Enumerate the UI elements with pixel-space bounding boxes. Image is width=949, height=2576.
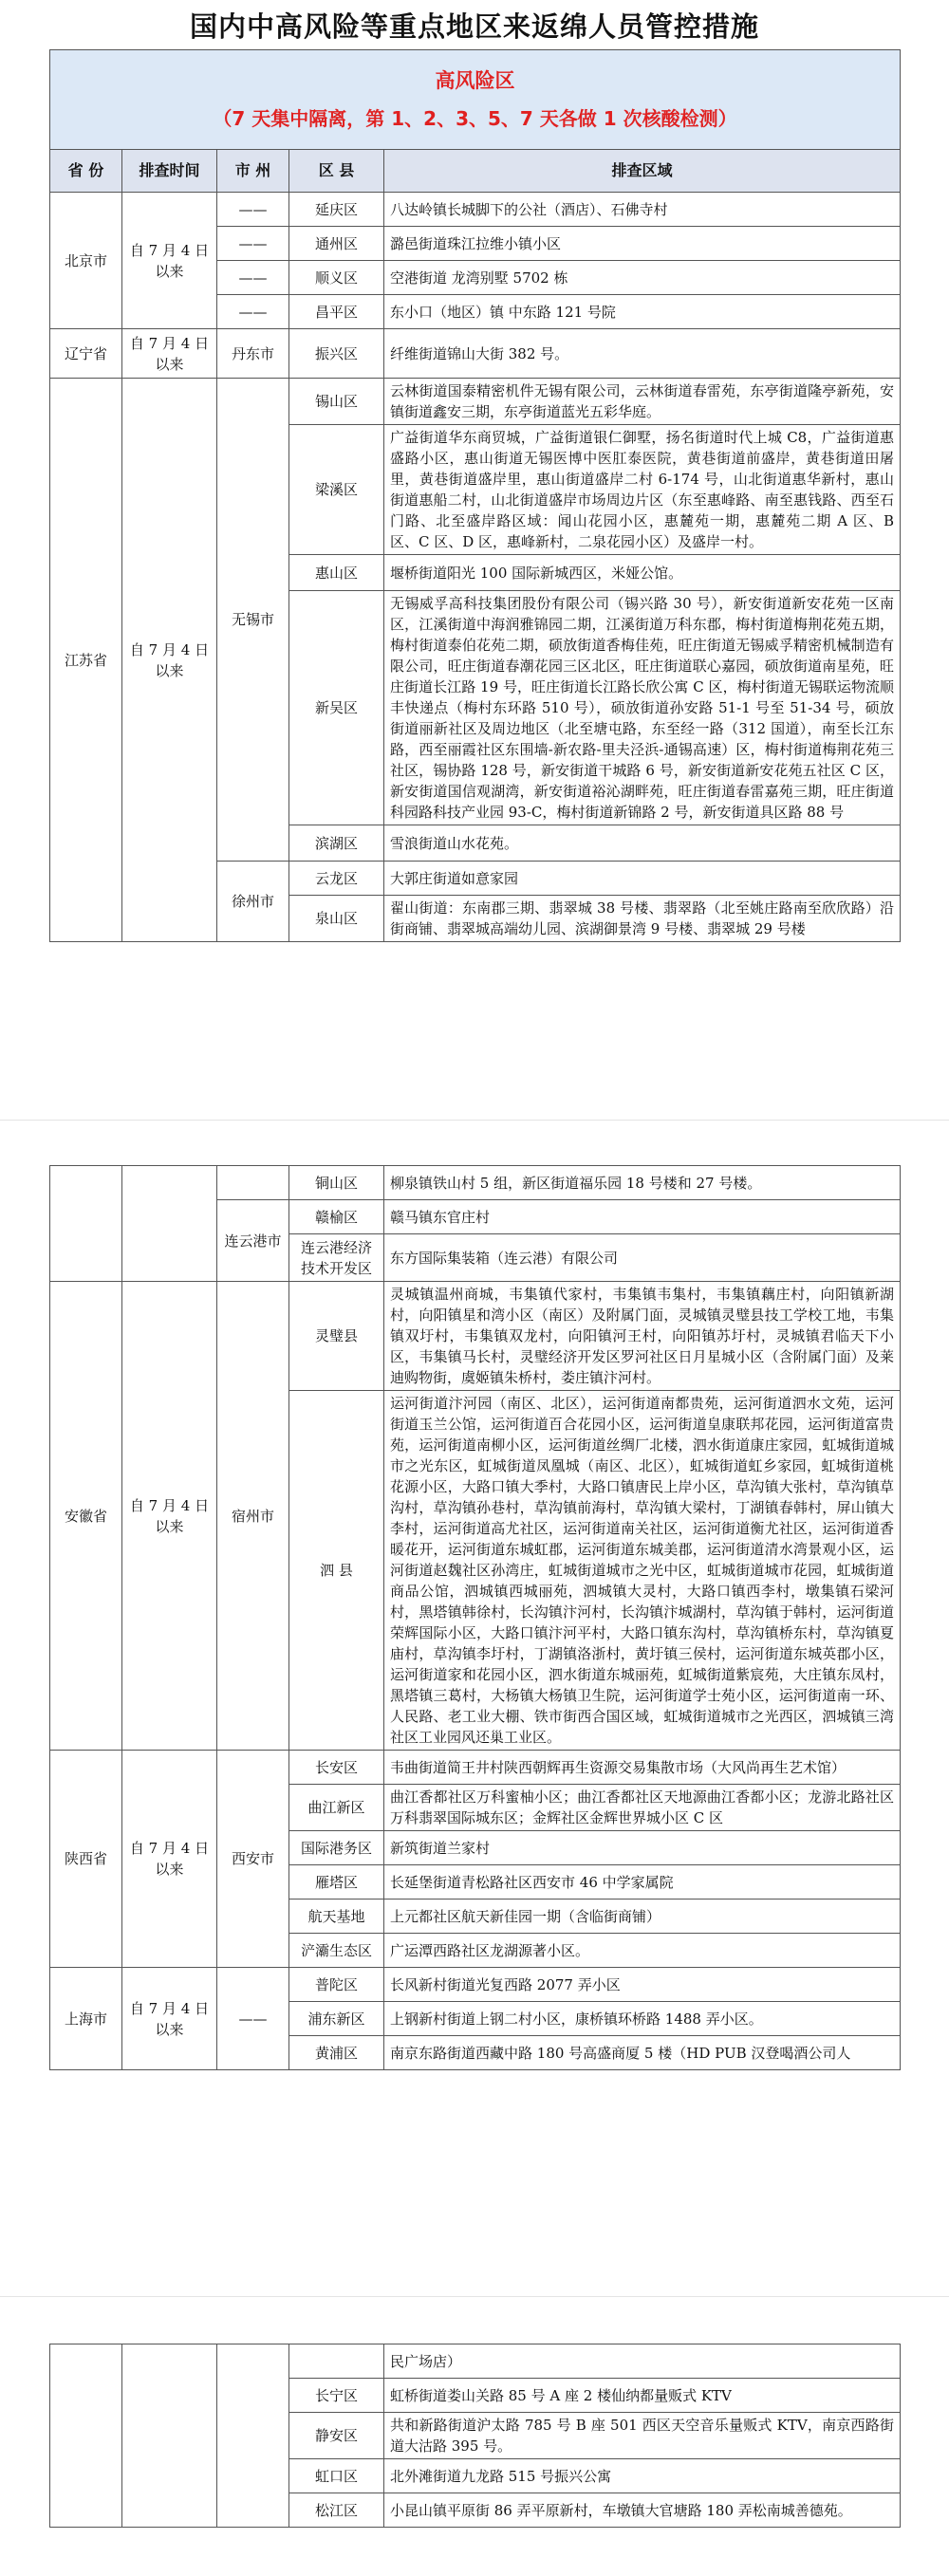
district-cell: 普陀区 [289, 1968, 384, 2002]
area-cell: 赣马镇东官庄村 [384, 1200, 901, 1234]
province-cell: 北京市 [50, 193, 122, 329]
district-cell: 延庆区 [289, 193, 384, 227]
header-time: 排查时间 [122, 150, 217, 193]
province-cell: 辽宁省 [50, 329, 122, 379]
district-cell: 铜山区 [289, 1166, 384, 1200]
district-cell: 顺义区 [289, 261, 384, 295]
district-cell: 滨湖区 [289, 825, 384, 862]
district-cell: 航天基地 [289, 1900, 384, 1934]
header-city: 市 州 [217, 150, 289, 193]
city-cell: —— [217, 227, 289, 261]
area-cell: 雪浪街道山水花苑。 [384, 825, 901, 862]
time-cell [122, 1166, 217, 1282]
area-cell: 空港街道 龙湾别墅 5702 栋 [384, 261, 901, 295]
time-cell: 自 7 月 4 日以来 [122, 329, 217, 379]
city-cell: —— [217, 295, 289, 329]
city-cell: —— [217, 1968, 289, 2070]
district-cell: 雁塔区 [289, 1865, 384, 1900]
table-row [50, 1751, 901, 1785]
area-cell: 新筑街道兰家村 [384, 1831, 901, 1865]
header-district: 区 县 [289, 150, 384, 193]
city-cell [217, 1166, 289, 1200]
province-cell [50, 2344, 122, 2528]
district-cell: 新吴区 [289, 591, 384, 825]
area-cell: 上钢新村街道上钢二村小区，康桥镇环桥路 1488 弄小区。 [384, 2002, 901, 2036]
district-cell: 长安区 [289, 1751, 384, 1785]
city-cell: 连云港市 [217, 1200, 289, 1282]
district-cell: 昌平区 [289, 295, 384, 329]
district-cell: 曲江新区 [289, 1785, 384, 1831]
district-cell: 长宁区 [289, 2379, 384, 2413]
time-cell: 自 7 月 4 日以来 [122, 193, 217, 329]
table-row [50, 2344, 901, 2379]
area-cell: 东小口（地区）镇 中东路 121 号院 [384, 295, 901, 329]
district-cell: 松江区 [289, 2493, 384, 2528]
area-cell: 东方国际集装箱（连云港）有限公司 [384, 1234, 901, 1282]
area-cell: 大郭庄街道如意家园 [384, 862, 901, 896]
city-cell: 徐州市 [217, 862, 289, 942]
area-cell: 柳泉镇铁山村 5 组，新区街道福乐园 18 号楼和 27 号楼。 [384, 1166, 901, 1200]
page-divider [0, 2296, 949, 2297]
city-cell: —— [217, 261, 289, 295]
area-cell: 翟山街道：东南郡三期、翡翠城 38 号楼、翡翠路（北至姚庄路南至欣欣路）沿街商铺、翡翠城高端幼儿园、滨湖御景湾 9 号楼、翡翠城 29 号楼 [384, 896, 901, 942]
area-cell: 纤维街道锦山大街 382 号。 [384, 329, 901, 379]
district-cell: 泗 县 [289, 1391, 384, 1751]
area-cell: 北外滩街道九龙路 515 号振兴公寓 [384, 2459, 901, 2493]
area-cell: 广运潭西路社区龙湖源著小区。 [384, 1934, 901, 1968]
district-cell: 国际港务区 [289, 1831, 384, 1865]
area-cell: 上元都社区航天新佳园一期（含临街商铺） [384, 1900, 901, 1934]
area-cell: 曲江香都社区万科蜜柚小区；曲江香都社区天地源曲江香都小区；龙游北路社区万科翡翠国际城东区；金辉社区金辉世界城小区 C 区 [384, 1785, 901, 1831]
city-cell: —— [217, 193, 289, 227]
province-cell: 安徽省 [50, 1282, 122, 1751]
quarantine-rule: （7 天集中隔离，第 1、2、3、5、7 天各做 1 次核酸检测） [213, 107, 737, 130]
district-cell: 惠山区 [289, 555, 384, 591]
district-cell: 赣榆区 [289, 1200, 384, 1234]
district-cell: 锡山区 [289, 379, 384, 425]
header-area: 排查区域 [384, 150, 901, 193]
page-divider [0, 1120, 949, 1121]
table-row [50, 193, 901, 227]
area-cell: 无锡威孚高科技集团股份有限公司（锡兴路 30 号），新安街道新安花苑一区南区，江溪街道中海润雅锦园二期，江溪街道万科东郡，梅村街道梅荆花苑五期，梅村街道泰伯花苑二期，硕放街道香梅佳苑，旺庄街道无锡威孚精密机械制造有限公司，旺庄街道春潮花园三区北区，旺庄街道联心嘉园，硕放街道南星苑，旺庄街道长江路 19 号，旺庄街道长江路长欣公寓 C 区，梅村街道无锡联运物流顺丰快递点（梅村东环路 510 号），硕放街道孙安路 51-1 号至 51-34 号，硕放街道丽新社区及周边地区（北至塘屯路，东至经一路（312 国道），南至长江东路，西至丽霞社区东围墙-新农路-里夫泾浜-通锡高速）区，梅村街道梅荆花苑三社区，锡协路 128 号，新安街道干城路 6 号，新安街道新安花苑五社区 C 区，新安街道国信观湖湾，新安街道裕沁湖畔苑，旺庄街道春雷嘉苑三期，旺庄街道科园路科技产业园 93-C，梅村街道新锦路 2 号，新安街道具区路 88 号 [384, 591, 901, 825]
city-cell [217, 2344, 289, 2528]
table-row [50, 1166, 901, 1200]
district-cell: 灵璧县 [289, 1282, 384, 1391]
table-row [50, 1968, 901, 2002]
district-cell: 泉山区 [289, 896, 384, 942]
time-cell: 自 7 月 4 日以来 [122, 379, 217, 942]
area-cell: 广益街道华东商贸城，广益街道银仁御墅，扬名街道时代上城 C8，广益街道惠盛路小区，惠山街道无锡医博中医肛泰医院，黄巷街道前盛岸，黄巷街道田屠里，黄巷街道盛岸里，惠山街道盛岸二村 6-174 号，山北街道惠华新村，惠山街道惠船二村，山北街道盛岸市场周边片区（东至惠峰路、南至惠钱路、西至石门路、北至盛岸路区域：闻山花园小区，惠麓苑一期，惠麓苑二期 A 区、B 区、C 区、D 区，惠峰新村，二泉花园小区）及盛岸一村。 [384, 425, 901, 555]
table-row [50, 379, 901, 425]
time-cell: 自 7 月 4 日以来 [122, 1282, 217, 1751]
area-cell: 虹桥街道娄山关路 85 号 A 座 2 楼仙纳都量贩式 KTV [384, 2379, 901, 2413]
province-cell: 江苏省 [50, 379, 122, 942]
area-cell: 韦曲街道简王井村陕西朝辉再生资源交易集散市场（大风尚再生艺术馆） [384, 1751, 901, 1785]
city-cell: 丹东市 [217, 329, 289, 379]
district-cell: 振兴区 [289, 329, 384, 379]
district-cell: 静安区 [289, 2413, 384, 2459]
district-cell: 浐灞生态区 [289, 1934, 384, 1968]
district-cell: 通州区 [289, 227, 384, 261]
district-cell: 云龙区 [289, 862, 384, 896]
province-cell: 陕西省 [50, 1751, 122, 1968]
district-cell: 虹口区 [289, 2459, 384, 2493]
risk-level-title: 高风险区 [435, 69, 515, 92]
area-cell: 八达岭镇长城脚下的公社（酒店）、石佛寺村 [384, 193, 901, 227]
time-cell: 自 7 月 4 日以来 [122, 1751, 217, 1968]
district-cell: 连云港经济技术开发区 [289, 1234, 384, 1282]
risk-banner [50, 50, 901, 150]
time-cell: 自 7 月 4 日以来 [122, 1968, 217, 2070]
table-row [50, 1282, 901, 1391]
area-cell: 潞邑街道珠江拉维小镇小区 [384, 227, 901, 261]
measures-table-part-3 [49, 2344, 900, 2528]
district-cell: 黄浦区 [289, 2036, 384, 2070]
province-cell [50, 1166, 122, 1282]
province-cell: 上海市 [50, 1968, 122, 2070]
header-province: 省 份 [50, 150, 122, 193]
area-cell: 南京东路街道西藏中路 180 号高盛商厦 5 楼（HD PUB 汉登喝酒公司人 [384, 2036, 901, 2070]
area-cell: 小昆山镇平原街 86 弄平原新村，车墩镇大官塘路 180 弄松南城善德苑。 [384, 2493, 901, 2528]
district-cell: 浦东新区 [289, 2002, 384, 2036]
area-cell: 灵城镇温州商城，韦集镇代家村，韦集镇韦集村，韦集镇藕庄村，向阳镇新湖村，向阳镇星和湾小区（南区）及附属门面，灵城镇灵璧县技工学校工地，韦集镇双圩村，韦集镇双龙村，向阳镇河王村，向阳镇苏圩村，灵城镇君临天下小区，韦集镇马长村，灵璧经济开发区罗河社区日月星城小区（含附属门面）及莱迪购物街，虞姬镇朱桥村，娄庄镇汴河村。 [384, 1282, 901, 1391]
measures-table-part-1 [49, 49, 900, 942]
city-cell: 西安市 [217, 1751, 289, 1968]
area-cell: 云林街道国泰精密机件无锡有限公司，云林街道春雷苑，东亭街道隆亭新苑，安镇街道鑫安三期，东亭街道蓝光五彩华庭。 [384, 379, 901, 425]
district-cell: 梁溪区 [289, 425, 384, 555]
area-cell: 民广场店） [384, 2344, 901, 2379]
area-cell: 长延堡街道青松路社区西安市 46 中学家属院 [384, 1865, 901, 1900]
table-header [50, 150, 901, 193]
time-cell [122, 2344, 217, 2528]
city-cell: 无锡市 [217, 379, 289, 862]
area-cell: 共和新路街道沪太路 785 号 B 座 501 西区天空音乐量贩式 KTV，南京西路街道大沽路 395 号。 [384, 2413, 901, 2459]
page-title: 国内中高风险等重点地区来返绵人员管控措施 [189, 10, 759, 43]
table-row [50, 329, 901, 379]
area-cell: 长风新村街道光复西路 2077 弄小区 [384, 1968, 901, 2002]
measures-table-part-2 [49, 1165, 900, 2070]
area-cell: 运河街道汴河园（南区、北区），运河街道南都贵苑，运河街道泗水文苑，运河街道玉兰公馆，运河街道百合花园小区，运河街道皇康联邦花园，运河街道富贵苑，运河街道南柳小区，运河街道丝绸厂北楼，泗水街道康庄家园，虹城街道城市之光东区，虹城街道凤凰城（南区、北区），虹城街道虹乡家园，虹城街道桃花源小区，大路口镇大季村，大路口镇唐民上岸小区，草沟镇大张村，草沟镇草沟村，草沟镇孙巷村，草沟镇前海村，草沟镇大梁村，丁湖镇春韩村，屏山镇大李村，运河街道高尤社区，运河街道南关社区，运河街道衡尤社区，运河街道香暖花开，运河街道东城虹郡，运河街道东城美郡，运河街道清水湾景观小区，运河街道赵魏社区孙湾庄，虹城街道城市之光中区，虹城街道城市花园，虹城街道商品公馆，泗城镇西城丽苑，泗城镇大灵村，大路口镇西李村，墩集镇石梁河村，黑塔镇韩徐村，长沟镇汴河村，长沟镇汴城湖村，草沟镇于韩村，运河街道荣辉国际小区，大路口镇汴河平村，大路口镇东沟村，草沟镇桥东村，草沟镇夏庙村，草沟镇李圩村，丁湖镇洛浙村，黄圩镇三侯村，运河街道东城英郡小区，运河街道家和花园小区，泗水街道东城丽苑，虹城街道紫宸苑，大庄镇东凤村，黑塔镇三葛村，大杨镇大杨镇卫生院，运河街道学士苑小区，运河街道南一环、人民路、老工业大棚、铁市街西合国区域，虹城街道城市之光西区，泗城镇三湾社区工业园风还巢工业区。 [384, 1391, 901, 1751]
area-cell: 堰桥街道阳光 100 国际新城西区，米娅公馆。 [384, 555, 901, 591]
city-cell: 宿州市 [217, 1282, 289, 1751]
district-cell [289, 2344, 384, 2379]
